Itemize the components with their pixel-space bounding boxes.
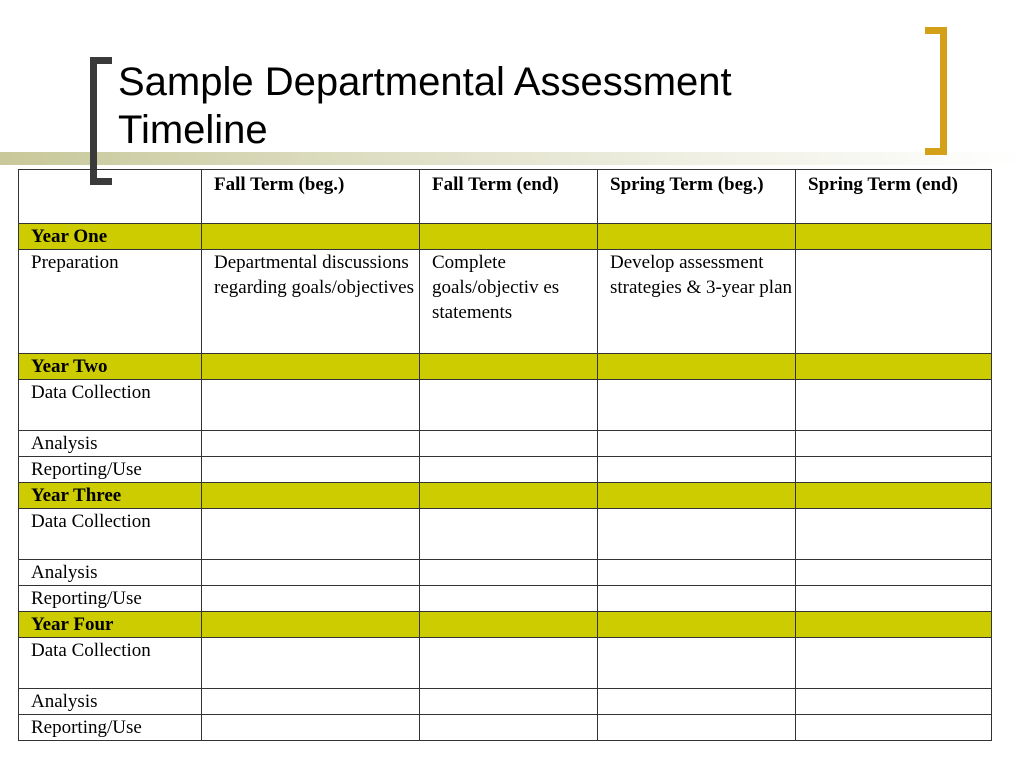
activity-label: Analysis <box>19 431 202 457</box>
year-row-cell <box>420 224 598 250</box>
year-row-cell <box>796 354 992 380</box>
table-row <box>19 250 992 354</box>
timeline-cell <box>796 457 992 483</box>
year-label: Year One <box>19 224 202 250</box>
timeline-cell <box>598 380 796 431</box>
timeline-cell: Develop assessment strategies & 3-year plan <box>598 250 796 354</box>
table-body <box>19 224 992 741</box>
year-row-cell <box>202 354 420 380</box>
timeline-cell <box>420 509 598 560</box>
year-row-cell <box>202 224 420 250</box>
table-row <box>19 638 992 689</box>
year-row-cell <box>598 483 796 509</box>
timeline-cell <box>796 431 992 457</box>
table-row <box>19 715 992 741</box>
slide-title <box>118 58 908 154</box>
timeline-cell: Complete goals/objectiv es statements <box>420 250 598 354</box>
activity-label: Preparation <box>19 250 202 354</box>
timeline-cell <box>202 509 420 560</box>
timeline-cell <box>796 560 992 586</box>
table-row <box>19 380 992 431</box>
table-row <box>19 689 992 715</box>
timeline-cell <box>796 586 992 612</box>
timeline-cell <box>420 586 598 612</box>
timeline-cell <box>598 560 796 586</box>
activity-label: Data Collection <box>19 509 202 560</box>
year-header-row <box>19 354 992 380</box>
assessment-timeline-table <box>18 169 992 741</box>
timeline-cell <box>796 715 992 741</box>
timeline-cell <box>598 638 796 689</box>
timeline-cell <box>420 380 598 431</box>
year-header-row <box>19 483 992 509</box>
timeline-cell <box>598 457 796 483</box>
timeline-cell <box>796 250 992 354</box>
timeline-cell <box>202 689 420 715</box>
timeline-cell <box>796 380 992 431</box>
timeline-cell <box>420 431 598 457</box>
header-cell-spring-end: Spring Term (end) <box>796 170 992 224</box>
year-row-cell <box>598 224 796 250</box>
year-row-cell <box>598 354 796 380</box>
header-cell-fall-end: Fall Term (end) <box>420 170 598 224</box>
timeline-cell <box>420 560 598 586</box>
timeline-cell <box>796 509 992 560</box>
activity-label: Reporting/Use <box>19 715 202 741</box>
left-bracket-decoration <box>90 57 112 185</box>
timeline-cell <box>202 638 420 689</box>
activity-label: Data Collection <box>19 380 202 431</box>
year-row-cell <box>420 483 598 509</box>
slide-title-line-1: Sample Departmental Assessment <box>118 60 732 104</box>
table-row <box>19 560 992 586</box>
year-row-cell <box>420 612 598 638</box>
timeline-cell <box>420 638 598 689</box>
activity-label: Analysis <box>19 689 202 715</box>
year-label: Year Three <box>19 483 202 509</box>
timeline-cell <box>598 586 796 612</box>
year-header-row <box>19 224 992 250</box>
header-cell-spring-beg: Spring Term (beg.) <box>598 170 796 224</box>
activity-label: Reporting/Use <box>19 586 202 612</box>
slide-title-line-2: Timeline <box>118 108 268 152</box>
timeline-cell <box>796 689 992 715</box>
timeline-cell <box>598 509 796 560</box>
timeline-cell <box>202 457 420 483</box>
timeline-cell <box>202 431 420 457</box>
header-cell-corner <box>19 170 202 224</box>
timeline-cell <box>598 431 796 457</box>
year-label: Year Two <box>19 354 202 380</box>
activity-label: Reporting/Use <box>19 457 202 483</box>
right-bracket-decoration <box>925 27 947 155</box>
header-cell-fall-beg: Fall Term (beg.) <box>202 170 420 224</box>
timeline-cell <box>420 715 598 741</box>
timeline-cell: Departmental discussions regarding goals/objectives <box>202 250 420 354</box>
year-row-cell <box>796 612 992 638</box>
timeline-cell <box>202 715 420 741</box>
year-row-cell <box>598 612 796 638</box>
table-row <box>19 457 992 483</box>
table-row <box>19 509 992 560</box>
year-row-cell <box>796 224 992 250</box>
year-label: Year Four <box>19 612 202 638</box>
activity-label: Analysis <box>19 560 202 586</box>
timeline-cell <box>420 457 598 483</box>
timeline-cell <box>202 380 420 431</box>
year-row-cell <box>202 612 420 638</box>
activity-label: Data Collection <box>19 638 202 689</box>
table-header-row <box>19 170 992 224</box>
year-row-cell <box>202 483 420 509</box>
timeline-cell <box>796 638 992 689</box>
year-row-cell <box>420 354 598 380</box>
table-row <box>19 431 992 457</box>
year-header-row <box>19 612 992 638</box>
timeline-cell <box>598 689 796 715</box>
timeline-cell <box>420 689 598 715</box>
year-row-cell <box>796 483 992 509</box>
timeline-cell <box>598 715 796 741</box>
table-row <box>19 586 992 612</box>
timeline-cell <box>202 560 420 586</box>
timeline-cell <box>202 586 420 612</box>
